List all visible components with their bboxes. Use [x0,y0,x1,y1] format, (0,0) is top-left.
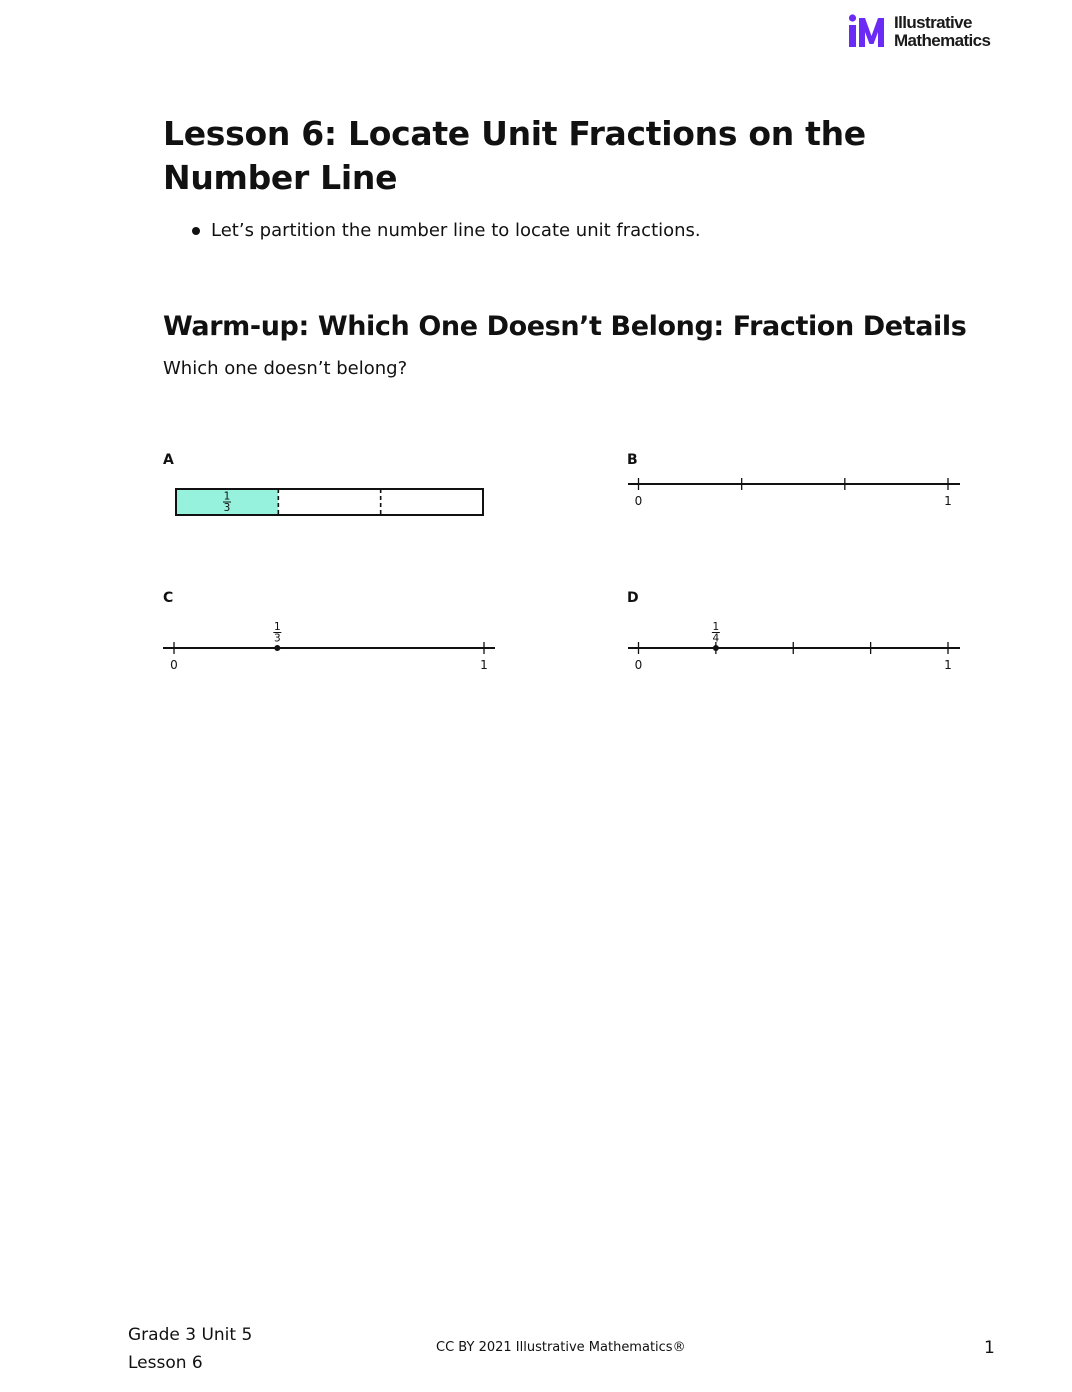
tape-part-fraction [223,491,231,515]
bullet-icon [192,227,200,235]
warmup-heading: Warm-up: Which One Doesn’t Belong: Fraction Details [163,311,967,342]
footer-grade-unit: Grade 3 Unit 5 [128,1325,253,1345]
logo-wordmark [894,14,990,50]
point-c-numerator: 1 [273,621,281,633]
point-d-numerator: 1 [712,621,720,633]
figure-c [163,590,495,672]
lesson-title: Lesson 6: Locate Unit Fractions on the Number Line [163,114,866,197]
figure-b-label: B [627,452,638,468]
tape-dividers [278,489,380,515]
figure-d-label: D [627,590,639,606]
number-line-c-zero-label: 0 [170,658,178,672]
logo-line-2: Mathematics [894,31,991,50]
number-line-d-point [713,645,719,651]
number-line-b-one-label: 1 [944,494,952,508]
number-line-d-point-fraction [712,621,720,645]
learning-goal-item [190,219,701,243]
number-line-d-one-label: 1 [944,658,952,672]
point-c-denominator: 3 [273,632,281,645]
figure-a-label: A [163,452,174,468]
logo-line-1: Illustrative [894,13,972,32]
number-line-c-point [274,645,280,651]
footer-lesson: Lesson 6 [128,1353,203,1373]
footer-license: CC BY 2021 Illustrative Mathematics® [436,1340,686,1355]
im-logo-mark-icon [848,14,888,50]
illustrative-mathematics-logo [848,14,1008,54]
number-line-c-point-fraction [273,621,281,645]
number-line-d-zero-label: 0 [634,658,643,672]
figures-grid [150,440,980,690]
learning-goals [190,219,701,243]
figure-a [163,452,483,515]
point-d-denominator: 4 [712,632,720,645]
page-number: 1 [984,1338,995,1358]
footer-course-info [128,1321,252,1377]
learning-goal-text: Let’s partition the number line to locate unit fractions. [211,220,701,241]
warmup-prompt: Which one doesn’t belong? [163,358,408,379]
tape-fraction-denominator: 3 [223,502,231,514]
figure-d [627,590,960,672]
figure-c-label: C [163,590,174,606]
number-line-b-zero-label: 0 [634,494,643,508]
figure-b [627,452,960,508]
tape-fraction-numerator: 1 [223,490,231,503]
number-line-c-one-label: 1 [480,658,488,672]
